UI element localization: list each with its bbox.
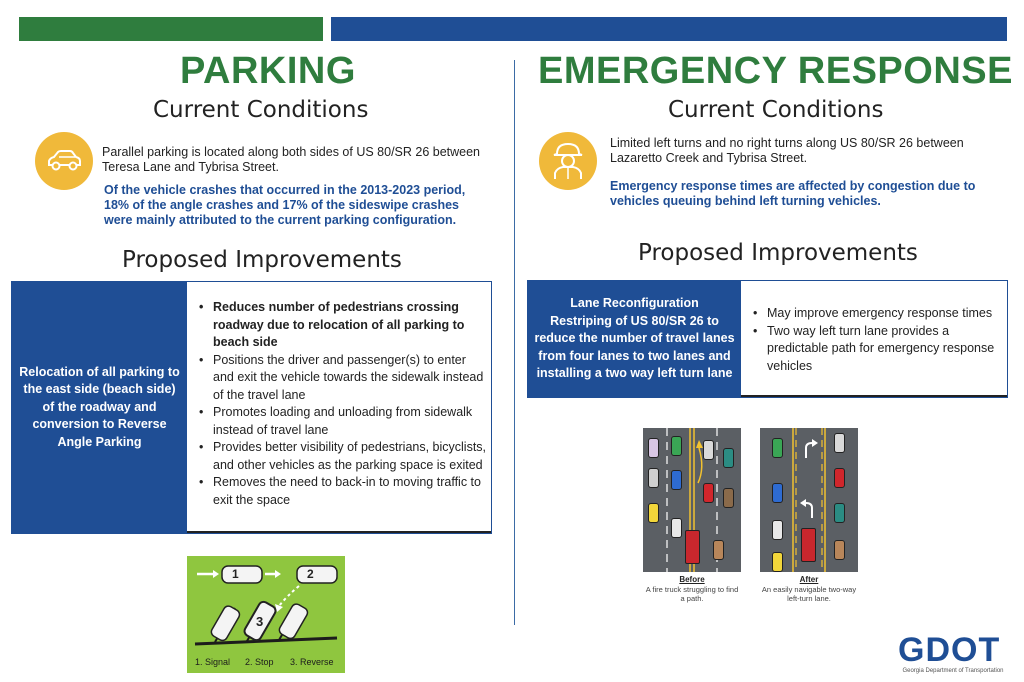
parking-benefit-item: • Provides better visibility of pedestrians, bicyclists, and other vehicles as the parking space is exited (197, 439, 487, 474)
emergency-proposed-heading: Proposed Improvements (638, 240, 918, 266)
car (772, 483, 783, 503)
car (834, 503, 845, 523)
fire-truck (685, 530, 700, 564)
emergency-current-highlight: Emergency response times are affected by congestion due to vehicles queuing behind left turning vehicles. (610, 179, 976, 208)
step-label-reverse: 3. Reverse (290, 657, 334, 667)
emergency-benefits-list (751, 305, 1003, 375)
column-divider (514, 60, 515, 625)
car (671, 436, 682, 456)
before-label: Before (679, 575, 705, 584)
parking-current-heading: Current Conditions (153, 97, 369, 123)
emergency-benefit-item: • May improve emergency response times (751, 305, 1003, 323)
firefighter-icon (539, 132, 597, 190)
fire-truck (801, 528, 816, 562)
emergency-improvement-cell (528, 281, 741, 397)
car (772, 552, 783, 572)
after-caption: An easily navigable two-way left-turn lane. (761, 585, 857, 603)
header-bar-blue (331, 17, 1007, 41)
parking-benefits-cell (187, 282, 491, 533)
car (703, 440, 714, 460)
car (648, 503, 659, 523)
car (834, 433, 845, 453)
emergency-benefit-item: • Two way left turn lane provides a predictable path for emergency response vehicles (751, 323, 1003, 376)
before-caption: A fire truck struggling to find a path. (645, 585, 739, 603)
car (834, 468, 845, 488)
emergency-current-text: Limited left turns and no right turns along US 80/SR 26 between Lazaretto Creek and Tybrisa Street. (610, 136, 964, 165)
car (834, 540, 845, 560)
car-icon (35, 132, 93, 190)
car (648, 468, 659, 488)
parking-improvement-table (11, 281, 492, 534)
step-label-stop: 2. Stop (245, 657, 274, 667)
emergency-improvement-table (527, 280, 1008, 398)
parking-current-text: Parallel parking is located along both sides of US 80/SR 26 between Teresa Lane and Tybrisa Street. (102, 145, 481, 174)
gdot-logo-subtitle: Georgia Department of Transportation (902, 668, 1004, 674)
parking-benefit-item: • Reduces number of pedestrians crossing roadway due to relocation of all parking to beach side (197, 299, 487, 352)
car (648, 438, 659, 458)
emergency-improvement-title: Lane Reconfiguration (570, 296, 699, 311)
car (671, 470, 682, 490)
emergency-current-heading: Current Conditions (668, 97, 884, 123)
reverse-angle-parking-illustration (187, 556, 345, 673)
gdot-logo: GDOT (898, 631, 1001, 669)
parking-benefits-list (197, 299, 487, 509)
car (713, 540, 724, 560)
parking-improvement-title: Relocation of all parking to the east side (beach side) of the roadway and conversion to Reverse Angle Parking (12, 282, 187, 533)
before-road-diagram (643, 428, 741, 572)
parking-benefit-item: • Promotes loading and unloading from sidewalk instead of travel lane (197, 404, 487, 439)
header-bar-green (19, 17, 323, 41)
step-number-1: 1 (232, 567, 239, 581)
car (772, 438, 783, 458)
after-road-diagram (760, 428, 858, 572)
step-number-3: 3 (256, 614, 264, 629)
after-label: After (799, 575, 819, 584)
emergency-improvement-text: Restriping of US 80/SR 26 to reduce the number of travel lanes from four lanes to two lanes and installing a two way left turn lane (534, 313, 735, 381)
parking-benefit-item: • Removes the need to back-in to moving traffic to exit the space (197, 474, 487, 509)
step-number-2: 2 (307, 567, 314, 581)
parking-benefit-item: • Positions the driver and passenger(s) to enter and exit the vehicle towards the sidewalk instead of the travel lane (197, 352, 487, 405)
parking-current-highlight: Of the vehicle crashes that occurred in the 2013-2023 period, 18% of the angle crashes and 17% of the sideswipe crashes were mainly attributed to the current parking configuration. (104, 183, 466, 227)
step-label-signal: 1. Signal (195, 657, 231, 667)
car (723, 448, 734, 468)
car (723, 488, 734, 508)
parking-proposed-heading: Proposed Improvements (122, 247, 402, 273)
car (703, 483, 714, 503)
emergency-title: EMERGENCY RESPONSE (538, 50, 1013, 92)
car (671, 518, 682, 538)
parking-title: PARKING (180, 50, 356, 92)
car (772, 520, 783, 540)
emergency-benefits-cell (741, 281, 1007, 397)
